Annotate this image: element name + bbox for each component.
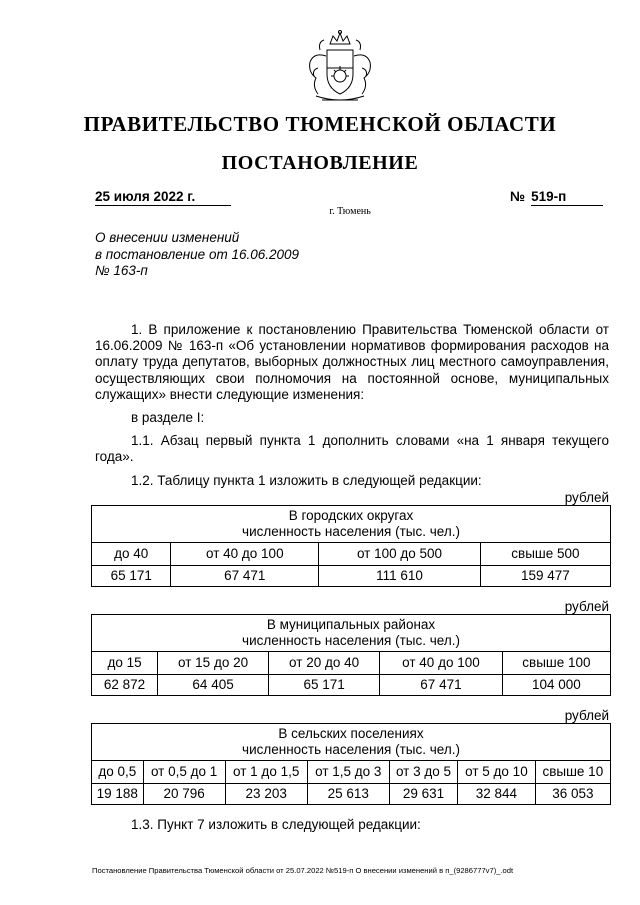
coat-of-arms-emblem <box>300 28 380 106</box>
table-category: от 5 до 10 <box>458 760 536 783</box>
table-value: 65 171 <box>92 565 171 586</box>
table-header-line: В муниципальных районах <box>266 616 436 632</box>
table-value: 23 203 <box>225 783 307 804</box>
table-header-line: численность населения (тыс. чел.) <box>242 632 460 648</box>
table-category: до 15 <box>92 651 158 674</box>
document-footer: Постановление Правительства Тюменской области от 25.07.2022 №519-п О внесении изменений в п_(9286777v7)_.odt <box>92 866 514 875</box>
table-category: до 0,5 <box>92 760 144 783</box>
table-category: от 1 до 1,5 <box>225 760 307 783</box>
table-header <box>92 614 611 651</box>
table-header-line: В сельских поселениях <box>278 725 424 741</box>
document-number-block <box>510 188 603 206</box>
table-value: 111 610 <box>319 565 481 586</box>
paragraph-1-2: 1.2. Таблицу пункта 1 изложить в следующей редакции: <box>131 472 482 488</box>
document-type: ПОСТАНОВЛЕНИЕ <box>221 152 419 174</box>
table-category: от 0,5 до 1 <box>143 760 225 783</box>
table-header-line: численность населения (тыс. чел.) <box>242 523 460 539</box>
table-header <box>92 505 611 542</box>
table-header <box>92 723 611 760</box>
table-header-line: В городских округах <box>288 507 414 523</box>
urban-districts-table <box>91 505 611 587</box>
unit-label: рублей <box>564 598 609 614</box>
table-category: до 40 <box>92 542 171 565</box>
table-category: свыше 100 <box>502 651 610 674</box>
table-value: 104 000 <box>502 674 610 695</box>
table-value: 159 477 <box>480 565 610 586</box>
table-value: 32 844 <box>458 783 536 804</box>
government-title: ПРАВИТЕЛЬСТВО ТЮМЕНСКОЙ ОБЛАСТИ <box>83 112 557 136</box>
document-body <box>95 322 609 833</box>
table-value: 20 796 <box>143 783 225 804</box>
table-value: 64 405 <box>158 674 269 695</box>
subject-line: в постановление от 16.06.2009 <box>95 246 300 262</box>
unit-label: рублей <box>564 489 609 505</box>
municipal-districts-table <box>91 614 611 696</box>
table-category: от 15 до 20 <box>158 651 269 674</box>
table-value: 67 471 <box>171 565 319 586</box>
subject-line: О внесении изменений <box>95 230 240 245</box>
unit-label: рублей <box>564 707 609 723</box>
table-category: от 100 до 500 <box>319 542 481 565</box>
table-category: свыше 10 <box>535 760 610 783</box>
subject-line: № 163-п <box>95 263 148 278</box>
table-category: от 20 до 40 <box>269 651 380 674</box>
table-category: свыше 500 <box>480 542 610 565</box>
table-value: 67 471 <box>380 674 503 695</box>
paragraph-section: в разделе I: <box>131 410 205 426</box>
table-value: 62 872 <box>92 674 158 695</box>
paragraph-1: 1. В приложение к постановлению Правительства Тюменской области от 16.06.2009 № 163-п «Об установлении нормативов формирования расходов на оплату труда депутатов, выборных должностных лиц местного самоуправления, осуществляющих свои полномочия на постоянной основе, муниципальных служащих» внести следующие изменения: <box>95 322 609 402</box>
rural-settlements-table <box>91 723 611 805</box>
number-sign: № <box>510 189 526 204</box>
document-subject <box>95 230 299 280</box>
table-category: от 40 до 100 <box>171 542 319 565</box>
table-category: от 1,5 до 3 <box>307 760 389 783</box>
table-category: от 3 до 5 <box>389 760 457 783</box>
table-header-line: численность населения (тыс. чел.) <box>242 741 460 757</box>
city-label: г. Тюмень <box>329 206 371 217</box>
table-category: от 40 до 100 <box>380 651 503 674</box>
table-value: 29 631 <box>389 783 457 804</box>
document-number: 519-п <box>531 188 603 206</box>
table-value: 65 171 <box>269 674 380 695</box>
table-value: 19 188 <box>92 783 144 804</box>
table-value: 25 613 <box>307 783 389 804</box>
paragraph-1-1: 1.1. Абзац первый пункта 1 дополнить словами «на 1 января текущего года». <box>95 433 609 465</box>
paragraph-1-3: 1.3. Пункт 7 изложить в следующей редакции: <box>131 816 421 832</box>
document-date: 25 июля 2022 г. <box>95 188 231 206</box>
table-value: 36 053 <box>535 783 610 804</box>
